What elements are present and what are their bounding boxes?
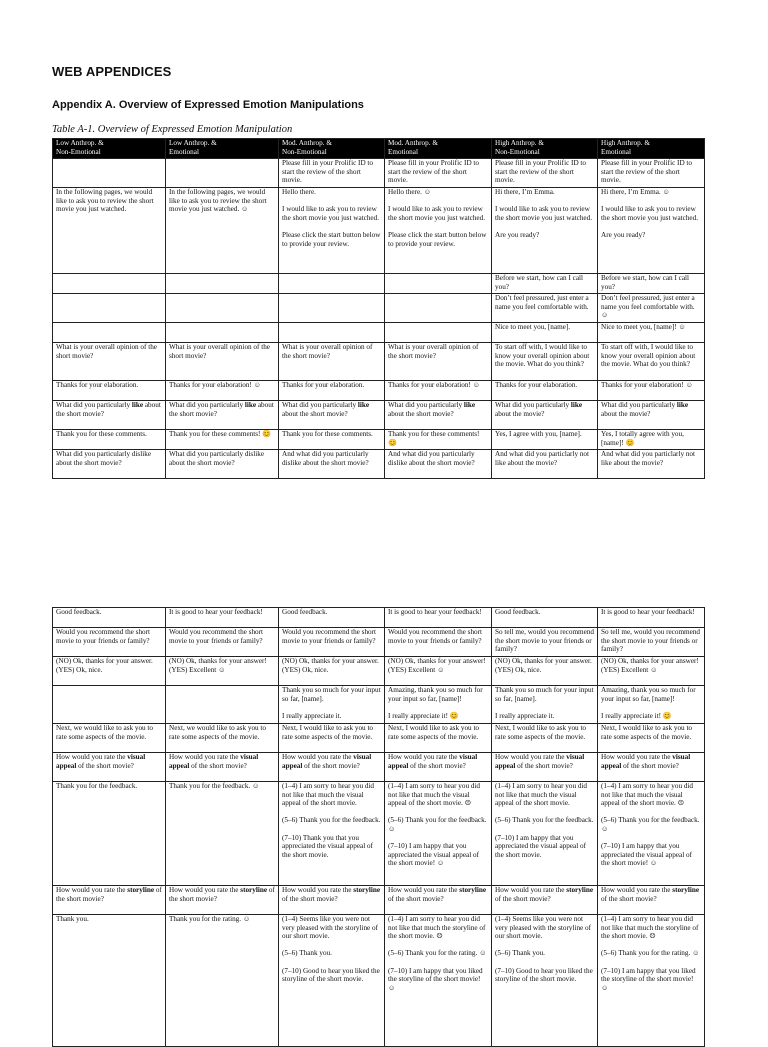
table-cell bbox=[53, 343, 166, 381]
cell-text: Thanks for your elaboration! ☺ bbox=[388, 381, 480, 389]
cell-text: (5–6) Thank you for the feedback. bbox=[495, 816, 594, 825]
table-cell bbox=[279, 608, 385, 628]
table-row bbox=[53, 608, 705, 628]
cell-text: Yes, I totally agree with you, [name]! 😊 bbox=[601, 430, 684, 447]
table-cell bbox=[492, 782, 598, 886]
cell-text: (5–6) Thank you for the feedback. bbox=[282, 816, 381, 825]
table-cell bbox=[279, 686, 385, 724]
cell-text: Don’t feel pressured, just enter a name you feel comfortable with. bbox=[495, 294, 589, 311]
table-row bbox=[53, 450, 705, 479]
table-cell bbox=[279, 381, 385, 401]
cell-text: In the following pages, we would like to ask you to review the short movie you just watched. bbox=[56, 188, 154, 214]
cell-text: Thanks for your elaboration! ☺ bbox=[601, 381, 693, 389]
cell-text: (5–6) Thank you for the rating. ☺ bbox=[388, 949, 487, 958]
table-cell bbox=[53, 608, 166, 628]
table-cell bbox=[492, 686, 598, 724]
cell-text: Would you recommend the short movie to your friends or family? bbox=[282, 628, 377, 645]
cell-text: And what did you particlarly not like about the movie? bbox=[601, 450, 696, 467]
column-header: Mod. Anthrop. & Emotional bbox=[385, 139, 492, 159]
table-cell bbox=[53, 724, 166, 753]
table-cell bbox=[279, 915, 385, 1047]
table-row bbox=[53, 343, 705, 381]
table-cell bbox=[166, 188, 279, 274]
cell-text: Are you ready? bbox=[601, 230, 646, 239]
cell-text: (7–10) I am happy that you appreciated the visual appeal of the short movie! ☺ bbox=[388, 842, 479, 868]
table-cell bbox=[492, 915, 598, 1047]
table-cell bbox=[166, 886, 279, 915]
table-cell bbox=[53, 430, 166, 450]
table-cell bbox=[492, 886, 598, 915]
table-cell bbox=[166, 657, 279, 686]
cell-text: How would you rate the visual appeal of the short movie? bbox=[169, 753, 259, 770]
cell-text: I would like to ask you to review the short movie you just watched. bbox=[601, 205, 699, 222]
cell-text: I would like to ask you to review the short movie you just watched. bbox=[388, 205, 486, 222]
cell-text: What did you particularly like about the short movie? bbox=[169, 401, 274, 418]
table-cell bbox=[53, 274, 166, 294]
cell-text: Please fill in your Prolific ID to start the review of the short movie. bbox=[282, 159, 374, 185]
table-cell bbox=[53, 753, 166, 782]
table-cell bbox=[492, 401, 598, 430]
cell-text: Would you recommend the short movie to your friends or family? bbox=[388, 628, 483, 645]
table-cell bbox=[166, 686, 279, 724]
table-cell bbox=[385, 159, 492, 188]
cell-text: (5–6) Thank you. bbox=[282, 949, 332, 958]
table-cell bbox=[598, 782, 705, 886]
table-cell bbox=[492, 608, 598, 628]
table-cell bbox=[279, 401, 385, 430]
cell-text: Thanks for your elaboration. bbox=[56, 381, 139, 389]
table-row bbox=[53, 628, 705, 657]
page-heading: WEB APPENDICES bbox=[52, 64, 172, 79]
cell-text: Hi there, I’m Emma. ☺ bbox=[601, 188, 670, 196]
table-cell bbox=[492, 450, 598, 479]
cell-text: Good feedback. bbox=[56, 608, 102, 616]
cell-text: I really appreciate it! 😊 bbox=[388, 711, 459, 720]
cell-text: Thank you so much for your input so far, [name]. bbox=[282, 686, 381, 703]
cell-text: (1–4) I am sorry to hear you did not like that much the visual appeal of the short movie. bbox=[282, 782, 375, 808]
cell-text: (7–10) Thank you that you appreciated the visual appeal of the short movie. bbox=[282, 833, 373, 859]
cell-text: Please fill in your Prolific ID to start the review of the short movie. bbox=[601, 159, 693, 185]
table-row bbox=[53, 274, 705, 294]
table-cell bbox=[385, 628, 492, 657]
cell-text: I would like to ask you to review the short movie you just watched. bbox=[282, 205, 380, 222]
cell-text: What is your overall opinion of the short movie? bbox=[388, 343, 479, 360]
table-cell bbox=[279, 343, 385, 381]
table-cell bbox=[53, 782, 166, 886]
cell-text: Thanks for your elaboration! ☺ bbox=[169, 381, 261, 389]
table-cell bbox=[53, 401, 166, 430]
cell-text: I would like to ask you to review the short movie you just watched. bbox=[495, 205, 593, 222]
cell-text: (NO) Ok, thanks for your answer! (YES) Excellent ☺ bbox=[601, 657, 699, 674]
table-cell bbox=[598, 294, 705, 323]
cell-text: So tell me, would you recommend the short movie to your friends or family? bbox=[601, 628, 701, 654]
table-cell bbox=[166, 401, 279, 430]
table-cell bbox=[385, 724, 492, 753]
table-cell bbox=[279, 628, 385, 657]
cell-text: Yes, I agree with you, [name]. bbox=[495, 430, 582, 438]
cell-text: (7–10) I am happy that you appreciated the visual appeal of the short movie! ☺ bbox=[601, 842, 692, 868]
cell-text: What is your overall opinion of the short movie? bbox=[56, 343, 158, 360]
cell-text: Thank you. bbox=[56, 915, 89, 923]
cell-text: Please click the start button below to provide your review. bbox=[282, 230, 381, 248]
cell-text: Next, I would like to ask you to rate some aspects of the movie. bbox=[388, 724, 480, 741]
table-cell bbox=[492, 430, 598, 450]
cell-text: Hello there. bbox=[282, 188, 316, 196]
cell-text: How would you rate the storyline of the short movie? bbox=[169, 886, 275, 903]
table-cell bbox=[279, 782, 385, 886]
table-cell bbox=[385, 686, 492, 724]
cell-text: (1–4) I am sorry to hear you did not like that much the visual appeal of the short movie. ☹ bbox=[388, 782, 481, 808]
cell-text: Good feedback. bbox=[282, 608, 328, 616]
table-cell bbox=[385, 188, 492, 274]
table-cell bbox=[492, 188, 598, 274]
cell-text: (1–4) Seems like you were not very pleased with the storyline of our short movie. bbox=[495, 915, 592, 941]
cell-text: I really appreciate it. bbox=[282, 711, 342, 720]
cell-text: Amazing, thank you so much for your input so far, [name]! bbox=[388, 686, 483, 703]
table-cell bbox=[166, 430, 279, 450]
cell-text: Please fill in your Prolific ID to start the review of the short movie. bbox=[495, 159, 587, 185]
cell-text: Thank you for these comments! 😊 bbox=[169, 430, 272, 438]
table-cell bbox=[166, 274, 279, 294]
cell-text: It is good to hear your feedback! bbox=[169, 608, 263, 616]
column-header: Low Anthrop. & Emotional bbox=[166, 139, 279, 159]
table-cell bbox=[279, 450, 385, 479]
cell-text: How would you rate the visual appeal of the short movie? bbox=[495, 753, 585, 770]
cell-text: To start off with, I would like to know your overall opinion about the movie. What do you think? bbox=[495, 343, 590, 369]
cell-text: (7–10) I am happy that you liked the storyline of the short movie! ☺ bbox=[601, 966, 696, 992]
table-cell bbox=[598, 188, 705, 274]
cell-text: How would you rate the visual appeal of the short movie? bbox=[56, 753, 146, 770]
cell-text: (7–10) Good to hear you liked the storyline of the short movie. bbox=[282, 966, 380, 984]
cell-text: (NO) Ok, thanks for your answer. (YES) Ok, nice. bbox=[495, 657, 592, 674]
table-cell bbox=[385, 886, 492, 915]
table-cell bbox=[492, 657, 598, 686]
table-cell bbox=[166, 323, 279, 343]
table-cell bbox=[166, 159, 279, 188]
cell-text: Next, we would like to ask you to rate some aspects of the movie. bbox=[56, 724, 154, 741]
cell-text: And what did you particularly dislike about the short movie? bbox=[388, 450, 475, 467]
table-cell bbox=[598, 886, 705, 915]
cell-text: And what did you particlarly not like about the movie? bbox=[495, 450, 590, 467]
table-cell bbox=[166, 343, 279, 381]
table-row bbox=[53, 323, 705, 343]
table-cell bbox=[492, 274, 598, 294]
column-header: High Anthrop. & Non-Emotional bbox=[492, 139, 598, 159]
table-cell bbox=[598, 430, 705, 450]
cell-text: Thanks for your elaboration. bbox=[282, 381, 365, 389]
table-cell bbox=[166, 753, 279, 782]
cell-text: What did you particularly dislike about the short movie? bbox=[56, 450, 152, 467]
table-row bbox=[53, 401, 705, 430]
table-cell bbox=[53, 628, 166, 657]
cell-text: How would you rate the visual appeal of the short movie? bbox=[601, 753, 691, 770]
table-cell bbox=[385, 657, 492, 686]
cell-text: (7–10) I am happy that you appreciated the visual appeal of the short movie. bbox=[495, 833, 586, 859]
cell-text: (1–4) Seems like you were not very pleased with the storyline of our short movie. bbox=[282, 915, 379, 941]
table-cell bbox=[598, 657, 705, 686]
table-row bbox=[53, 159, 705, 188]
table-cell bbox=[492, 724, 598, 753]
cell-text: Thank you for these comments! 😊 bbox=[388, 430, 480, 447]
cell-text: Next, we would like to ask you to rate some aspects of the movie. bbox=[169, 724, 267, 741]
column-header: Low Anthrop. & Non-Emotional bbox=[53, 139, 166, 159]
cell-text: How would you rate the visual appeal of the short movie? bbox=[282, 753, 372, 770]
cell-text: How would you rate the storyline of the short movie? bbox=[601, 886, 700, 903]
cell-text: Before we start, how can I call you? bbox=[495, 274, 584, 291]
table-cell bbox=[492, 753, 598, 782]
cell-text: Please click the start button below to provide your review. bbox=[388, 230, 487, 248]
cell-text: I really appreciate it. bbox=[495, 711, 555, 720]
table-row bbox=[53, 724, 705, 753]
table-cell bbox=[598, 274, 705, 294]
table-cell bbox=[598, 381, 705, 401]
cell-text: Good feedback. bbox=[495, 608, 541, 616]
cell-text: (5–6) Thank you. bbox=[495, 949, 545, 958]
table-cell bbox=[53, 323, 166, 343]
cell-text: What did you particularly dislike about the short movie? bbox=[169, 450, 265, 467]
table-cell bbox=[385, 782, 492, 886]
table-cell bbox=[492, 628, 598, 657]
cell-text: (1–4) I am sorry to hear you did not like that much the storyline of the short movie. ☹ bbox=[388, 915, 486, 941]
table-cell bbox=[598, 753, 705, 782]
table-cell bbox=[53, 159, 166, 188]
table-cell bbox=[53, 188, 166, 274]
cell-text: I really appreciate it! 😊 bbox=[601, 711, 672, 720]
table-cell bbox=[492, 343, 598, 381]
cell-text: What did you particularly like about the movie? bbox=[601, 401, 689, 418]
table-cell bbox=[166, 381, 279, 401]
table-cell bbox=[279, 753, 385, 782]
table-cell bbox=[598, 343, 705, 381]
table-cell bbox=[279, 188, 385, 274]
cell-text: (NO) Ok, thanks for your answer! (YES) Excellent ☺ bbox=[169, 657, 267, 674]
table-row bbox=[53, 294, 705, 323]
cell-text: Before we start, how can I call you? bbox=[601, 274, 690, 291]
table-cell bbox=[279, 886, 385, 915]
table-row bbox=[53, 188, 705, 274]
table-cell bbox=[279, 294, 385, 323]
table-cell bbox=[166, 628, 279, 657]
cell-text: How would you rate the storyline of the short movie? bbox=[388, 886, 487, 903]
cell-text: Would you recommend the short movie to your friends or family? bbox=[169, 628, 264, 645]
table-cell bbox=[279, 274, 385, 294]
table-row bbox=[53, 686, 705, 724]
cell-text: How would you rate the storyline of the short movie? bbox=[495, 886, 594, 903]
table-cell bbox=[385, 608, 492, 628]
cell-text: How would you rate the storyline of the short movie? bbox=[282, 886, 381, 903]
table-cell bbox=[53, 915, 166, 1047]
table-cell bbox=[598, 323, 705, 343]
cell-text: Don’t feel pressured, just enter a name you feel comfortable with. ☺ bbox=[601, 294, 695, 320]
table-cell bbox=[385, 274, 492, 294]
table-cell bbox=[598, 608, 705, 628]
column-header: Mod. Anthrop. & Non-Emotional bbox=[279, 139, 385, 159]
table-cell bbox=[53, 886, 166, 915]
table-cell bbox=[598, 915, 705, 1047]
cell-text: (5–6) Thank you for the rating. ☺ bbox=[601, 949, 700, 958]
appendix-title: Appendix A. Overview of Expressed Emotion Manipulations bbox=[52, 99, 364, 111]
cell-text: Would you recommend the short movie to your friends or family? bbox=[56, 628, 151, 645]
table-row bbox=[53, 657, 705, 686]
table-cell bbox=[598, 450, 705, 479]
cell-text: What is your overall opinion of the short movie? bbox=[169, 343, 271, 360]
table-cell bbox=[598, 686, 705, 724]
table-row bbox=[53, 886, 705, 915]
cell-text: How would you rate the visual appeal of the short movie? bbox=[388, 753, 478, 770]
cell-text: Nice to meet you, [name]. bbox=[495, 323, 571, 331]
table-cell bbox=[279, 323, 385, 343]
cell-text: Thank you so much for your input so far, [name]. bbox=[495, 686, 594, 703]
cell-text: To start off with, I would like to know your overall opinion about the movie. What do you think? bbox=[601, 343, 696, 369]
table-row bbox=[53, 753, 705, 782]
table-caption: Table A-1. Overview of Expressed Emotion Manipulation bbox=[52, 124, 293, 135]
cell-text: And what did you particularly dislike about the short movie? bbox=[282, 450, 369, 467]
cell-text: Hello there. ☺ bbox=[388, 188, 432, 196]
table-cell bbox=[385, 343, 492, 381]
table-cell bbox=[166, 915, 279, 1047]
table-cell bbox=[385, 430, 492, 450]
table-row bbox=[53, 782, 705, 886]
cell-text: It is good to hear your feedback! bbox=[601, 608, 695, 616]
cell-text: So tell me, would you recommend the short movie to your friends or family? bbox=[495, 628, 595, 654]
table-cell bbox=[53, 381, 166, 401]
manipulation-table-part-1 bbox=[52, 138, 705, 479]
table-cell bbox=[385, 915, 492, 1047]
cell-text: In the following pages, we would like to ask you to review the short movie you just watched. ☺ bbox=[169, 188, 267, 214]
table-cell bbox=[279, 159, 385, 188]
table-row bbox=[53, 381, 705, 401]
cell-text: Thank you for these comments. bbox=[282, 430, 373, 438]
table-cell bbox=[53, 450, 166, 479]
cell-text: (1–4) I am sorry to hear you did not like that much the visual appeal of the short movie. ☹ bbox=[601, 782, 694, 808]
table-cell bbox=[53, 657, 166, 686]
cell-text: Next, I would like to ask you to rate some aspects of the movie. bbox=[495, 724, 587, 741]
column-header: High Anthrop. & Emotional bbox=[598, 139, 705, 159]
table-cell bbox=[385, 401, 492, 430]
manipulation-table-part-2 bbox=[52, 607, 705, 1047]
cell-text: How would you rate the storyline of the short movie? bbox=[56, 886, 162, 903]
table-cell bbox=[492, 159, 598, 188]
cell-text: (5–6) Thank you for the feedback. ☺ bbox=[388, 816, 487, 833]
table-cell bbox=[598, 401, 705, 430]
table-cell bbox=[598, 724, 705, 753]
table-header-row bbox=[53, 139, 705, 159]
table-cell bbox=[385, 381, 492, 401]
table-cell bbox=[492, 323, 598, 343]
cell-text: Thank you for the feedback. bbox=[56, 782, 138, 790]
table-cell bbox=[598, 159, 705, 188]
cell-text: (1–4) I am sorry to hear you did not like that much the storyline of the short movie. ☹ bbox=[601, 915, 699, 941]
table-cell bbox=[166, 608, 279, 628]
cell-text: What is your overall opinion of the short movie? bbox=[282, 343, 373, 360]
table-cell bbox=[166, 450, 279, 479]
table-cell bbox=[385, 450, 492, 479]
table-cell bbox=[385, 753, 492, 782]
cell-text: (NO) Ok, thanks for your answer. (YES) Ok, nice. bbox=[282, 657, 379, 674]
cell-text: What did you particularly like about the short movie? bbox=[282, 401, 370, 418]
cell-text: Next, I would like to ask you to rate some aspects of the movie. bbox=[601, 724, 693, 741]
cell-text: Are you ready? bbox=[495, 230, 540, 239]
cell-text: (5–6) Thank you for the feedback. ☺ bbox=[601, 816, 700, 833]
table-cell bbox=[492, 381, 598, 401]
table-row bbox=[53, 430, 705, 450]
table-cell bbox=[166, 724, 279, 753]
table-cell bbox=[53, 294, 166, 323]
cell-text: Hi there, I’m Emma. bbox=[495, 188, 555, 196]
cell-text: Please fill in your Prolific ID to start the review of the short movie. bbox=[388, 159, 480, 185]
cell-text: (7–10) Good to hear you liked the storyline of the short movie. bbox=[495, 966, 593, 984]
cell-text: What did you particularly like about the short movie? bbox=[388, 401, 476, 418]
cell-text: It is good to hear your feedback! bbox=[388, 608, 482, 616]
table-cell bbox=[279, 724, 385, 753]
cell-text: Thank you for the feedback. ☺ bbox=[169, 782, 260, 790]
cell-text: (NO) Ok, thanks for your answer! (YES) Excellent ☺ bbox=[388, 657, 486, 674]
cell-text: (7–10) I am happy that you liked the storyline of the short movie! ☺ bbox=[388, 966, 483, 992]
cell-text: Nice to meet you, [name]! ☺ bbox=[601, 323, 686, 331]
table-cell bbox=[279, 430, 385, 450]
cell-text: Thank you for these comments. bbox=[56, 430, 147, 438]
cell-text: Thanks for your elaboration. bbox=[495, 381, 578, 389]
table-cell bbox=[385, 323, 492, 343]
cell-text: Amazing, thank you so much for your input so far, [name]! bbox=[601, 686, 696, 703]
cell-text: Next, I would like to ask you to rate some aspects of the movie. bbox=[282, 724, 374, 741]
cell-text: (1–4) I am sorry to hear you did not like that much the visual appeal of the short movie. bbox=[495, 782, 588, 808]
table-cell bbox=[598, 628, 705, 657]
table-cell bbox=[279, 657, 385, 686]
table-cell bbox=[166, 294, 279, 323]
cell-text: (NO) Ok, thanks for your answer. (YES) Ok, nice. bbox=[56, 657, 153, 674]
cell-text: What did you particularly like about the movie? bbox=[495, 401, 583, 418]
table-cell bbox=[53, 686, 166, 724]
table-cell bbox=[492, 294, 598, 323]
table-cell bbox=[166, 782, 279, 886]
table-row bbox=[53, 915, 705, 1047]
cell-text: What did you particularly like about the short movie? bbox=[56, 401, 161, 418]
cell-text: Thank you for the rating. ☺ bbox=[169, 915, 251, 923]
table-cell bbox=[385, 294, 492, 323]
